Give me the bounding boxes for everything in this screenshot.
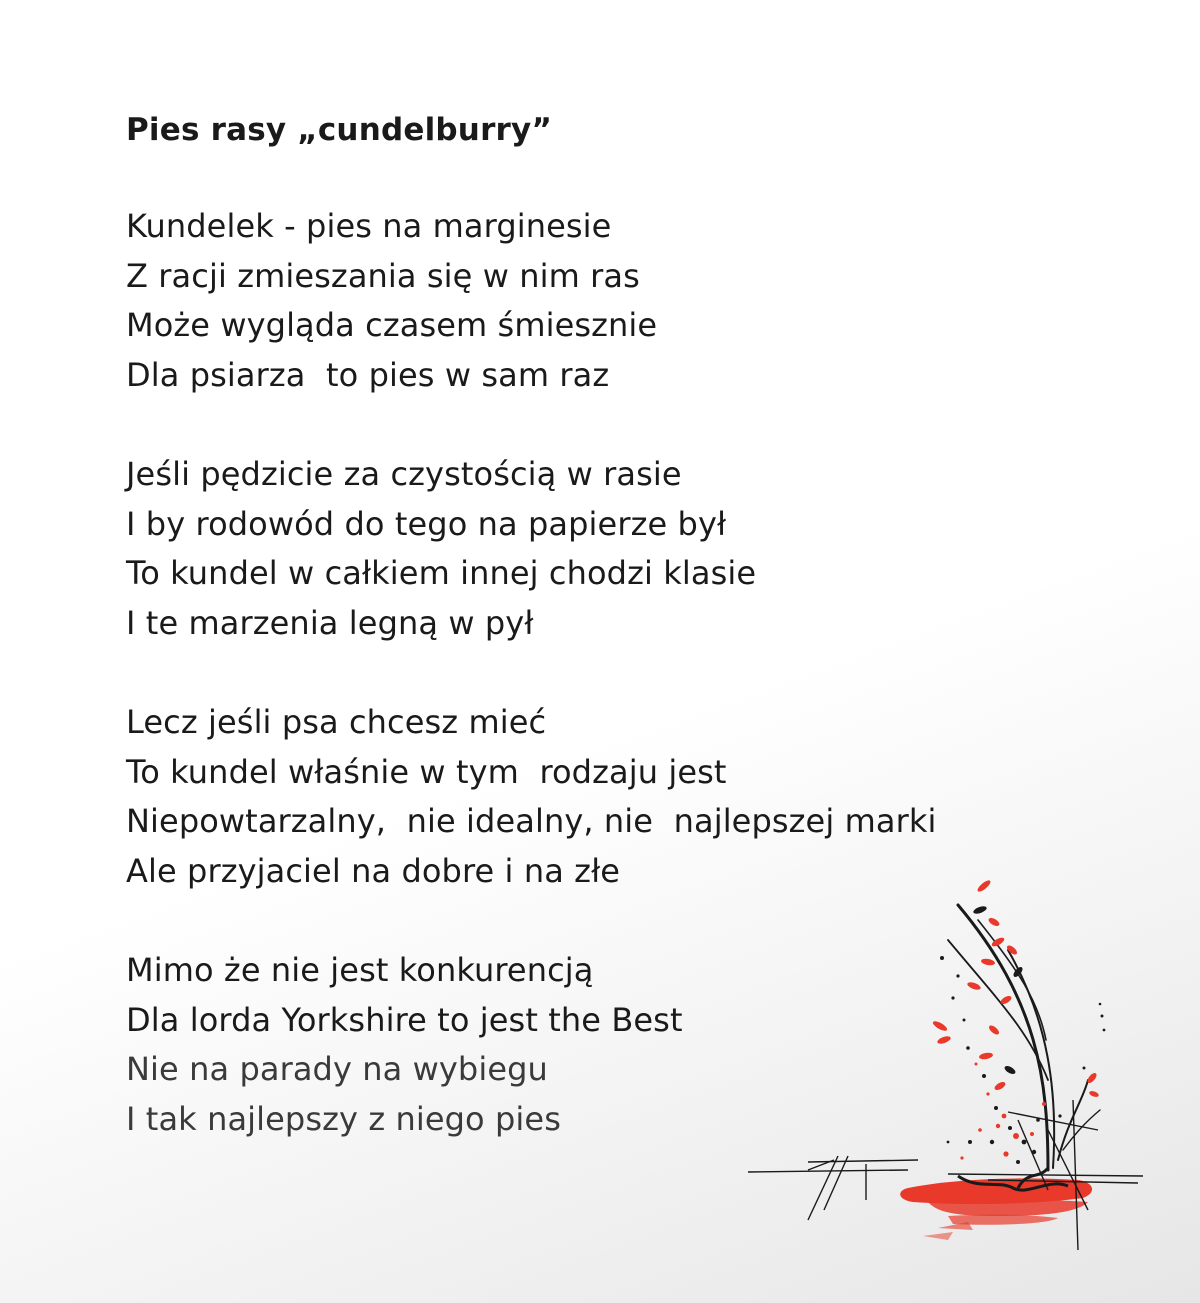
poem-line: Może wygląda czasem śmiesznie	[126, 306, 658, 344]
stanza-3	[126, 698, 1026, 896]
poem-line: Lecz jeśli psa chcesz mieć	[126, 703, 547, 741]
poem-line: Ale przyjaciel na dobre i na złe	[126, 851, 621, 890]
ikebana-branch-illustration-icon	[748, 880, 1148, 1260]
poem-line: I tak najlepszy z niego pies	[126, 1099, 561, 1138]
poem-line: Jeśli pędzicie za czystością w rasie	[126, 455, 682, 493]
poem-line: Kundelek - pies na marginesie	[126, 207, 612, 245]
poem-title: Pies rasy „cundelburry”	[126, 112, 553, 148]
poem-line: To kundel właśnie w tym rodzaju jest	[126, 752, 727, 791]
poem-line: I by rodowód do tego na papierze był	[126, 504, 727, 543]
poem-line: Z racji zmieszania się w nim ras	[126, 256, 640, 295]
poem-line: To kundel w całkiem innej chodzi klasie	[126, 554, 757, 592]
red-brush-strokes	[900, 1178, 1092, 1240]
stanza-1	[126, 202, 1026, 400]
poem-line: Dla lorda Yorkshire to jest the Best	[126, 1000, 683, 1039]
poem-line: Mimo że nie jest konkurencją	[126, 951, 594, 989]
poem-line: Niepowtarzalny, nie idealny, nie najlepszej marki	[126, 802, 937, 840]
stanza-2	[126, 450, 1026, 648]
leaves	[932, 880, 1100, 1098]
poem-line: I te marzenia legną w pył	[126, 603, 534, 642]
poem-line: Nie na parady na wybiegu	[126, 1050, 548, 1088]
poem-line: Dla psiarza to pies w sam raz	[126, 355, 610, 394]
branches	[948, 905, 1100, 1170]
scattered-dots	[940, 956, 1105, 1164]
